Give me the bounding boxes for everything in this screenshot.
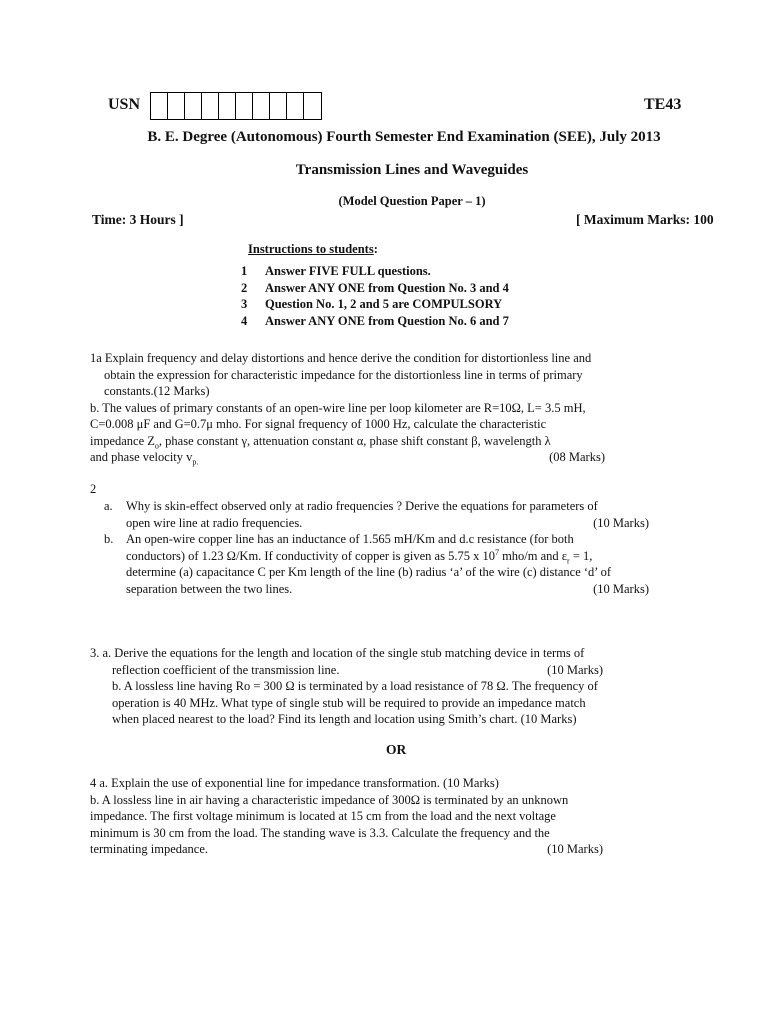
- or-separator: OR: [386, 742, 407, 757]
- q2b-line: b. An open-wire copper line has an inductance of 1.565 mH/Km and d.c resistance (for both: [104, 532, 574, 546]
- q2b-line: separation between the two lines. (10 Marks): [126, 581, 649, 596]
- instruction-item: 3 Question No. 1, 2 and 5 are COMPULSORY: [241, 297, 503, 311]
- q4b-marks: (10 Marks): [547, 842, 603, 856]
- q1b-line: b. The values of primary constants of an open-wire line per loop kilometer are R=10Ω, L= 3.5 mH,: [90, 400, 586, 415]
- q3b-line: b. A lossless line having Ro = 300 Ω is terminated by a load resistance of 78 Ω. The frequency of: [112, 679, 598, 693]
- instruction-item: 2 Answer ANY ONE from Question No. 3 and 4: [241, 280, 509, 295]
- instruction-item: 4 Answer ANY ONE from Question No. 6 and 7: [241, 313, 509, 328]
- paper-type: (Model Question Paper – 1): [338, 194, 486, 208]
- q2a-line: open wire line at radio frequencies. (10 Marks): [126, 515, 649, 530]
- usn-cell[interactable]: [219, 93, 236, 119]
- q3b-line: when placed nearest to the load? Find its length and location using Smith’s chart. (10 Marks): [112, 712, 577, 726]
- q1b-line: impedance $Z_o$, phase constant γ, attenuation constant α, phase shift constant β, wavelength λ: [90, 433, 551, 450]
- instruction-item: 1 Answer FIVE FULL questions.: [241, 264, 431, 278]
- subject-title: Transmission Lines and Waveguides: [295, 162, 529, 178]
- q1b-line: C=0.008 μF and G=0.7μ mho. For signal frequency of 1000 Hz, calculate the characteristic: [90, 417, 547, 431]
- usn-cell[interactable]: [168, 93, 185, 119]
- usn-input-boxes[interactable]: [150, 92, 322, 120]
- usn-cell[interactable]: [151, 93, 168, 119]
- q3b-line: operation is 40 MHz. What type of single stub will be required to provide an impedance match: [112, 695, 586, 710]
- question-1: [90, 350, 605, 466]
- q4b-line: impedance. The first voltage minimum is located at 15 cm from the load and the next voltage: [90, 809, 556, 823]
- q2-number: 2: [90, 482, 97, 496]
- instructions-title: Instructions to students: [248, 242, 374, 256]
- usn-cell[interactable]: [253, 93, 270, 119]
- instructions-list: [241, 263, 509, 329]
- q2b-line: determine (a) capacitance C per Km length of the line (b) radius ‘a’ of the wire (c) distance ‘d’ of: [126, 565, 612, 579]
- q2a-marks: (10 Marks): [593, 515, 649, 530]
- q1b-marks: (08 Marks): [549, 450, 605, 464]
- q3a-line: reflection coefficient of the transmission line. (10 Marks): [112, 662, 603, 677]
- q2b-marks: (10 Marks): [593, 581, 649, 596]
- q4a-line: 4 a. Explain the use of exponential line for impedance transformation. (10 Marks): [90, 776, 499, 790]
- q1a-line: 1a Explain frequency and delay distortions and hence derive the condition for distortionless line and: [90, 351, 592, 365]
- usn-cell[interactable]: [236, 93, 253, 119]
- instructions-colon: :: [373, 242, 378, 256]
- q1b-line: and phase velocity $v_{p.}$ (08 Marks): [90, 450, 605, 467]
- usn-cell[interactable]: [270, 93, 287, 119]
- q1a-line: obtain the expression for characteristic impedance for the distortionless line in terms of primary: [104, 367, 583, 382]
- paper-code: TE43: [644, 96, 682, 113]
- exam-time: Time: 3 Hours ]: [92, 212, 184, 227]
- q3a-marks: (10 Marks): [547, 662, 603, 677]
- question-2: [104, 498, 649, 597]
- question-4: [90, 775, 603, 858]
- usn-cell[interactable]: [287, 93, 304, 119]
- usn-cell[interactable]: [202, 93, 219, 119]
- q4b-line: minimum is 30 cm from the load. The standing wave is 3.3. Calculate the frequency and the: [90, 825, 550, 840]
- q4b-line: b. A lossless line in air having a characteristic impedance of 300Ω is terminated by an unknown: [90, 792, 569, 807]
- question-3: [90, 645, 603, 728]
- q2a-line: a. Why is skin-effect observed only at radio frequencies ? Derive the equations for parameters of: [104, 499, 598, 513]
- q3a-line: 3. a. Derive the equations for the length and location of the single stub matching device in terms of: [90, 646, 585, 660]
- usn-cell[interactable]: [304, 93, 321, 119]
- q4b-line: terminating impedance. (10 Marks): [90, 842, 603, 856]
- usn-label: USN: [108, 96, 141, 113]
- instructions-heading: [248, 241, 378, 258]
- usn-cell[interactable]: [185, 93, 202, 119]
- degree-title: B. E. Degree (Autonomous) Fourth Semester End Examination (SEE), July 2013: [147, 129, 661, 145]
- q1a-line: constants.(12 Marks): [104, 384, 210, 398]
- maximum-marks: [ Maximum Marks: 100: [576, 212, 714, 227]
- q2b-line: conductors) of 1.23 Ω/Km. If conductivity of copper is given as 5.75 x $10^7$ mho/m and $\varepsilon_r = 1$,: [126, 547, 593, 565]
